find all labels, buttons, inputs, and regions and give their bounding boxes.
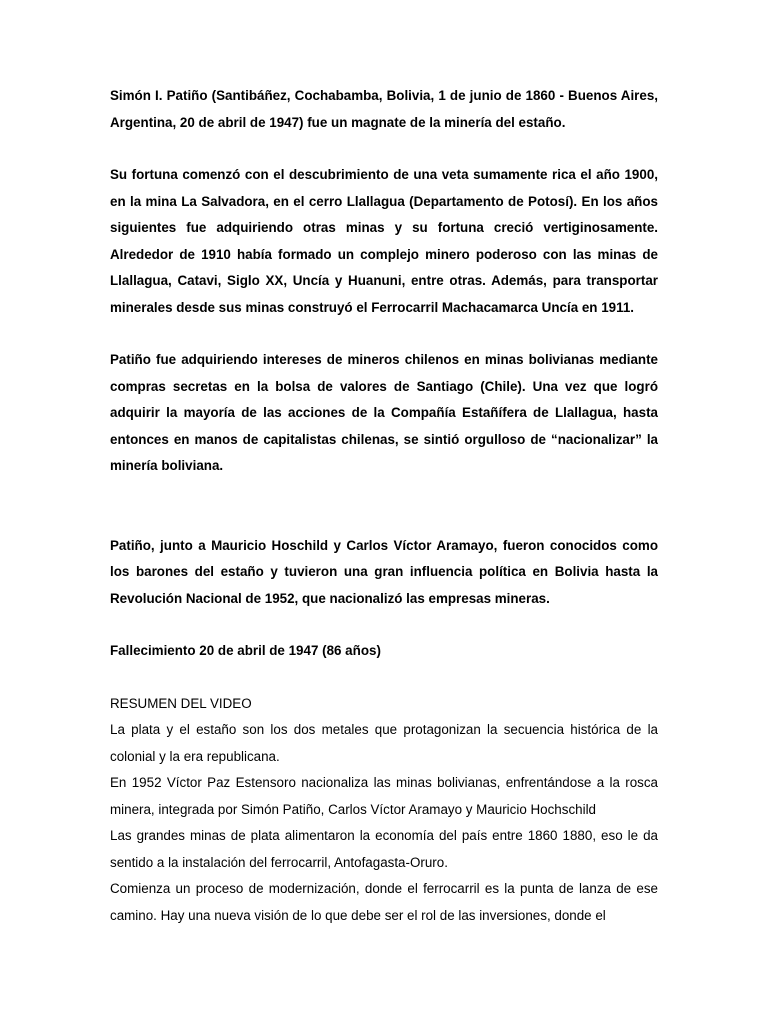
document-page — [110, 83, 658, 929]
summary-paragraph-4: Comienza un proceso de modernización, donde el ferrocarril es la punta de lanza de ese camino. Hay una nueva visión de lo que debe ser el rol de las inversiones, donde el — [110, 881, 658, 923]
summary-paragraph-2: En 1952 Víctor Paz Estensoro nacionaliza las minas bolivianas, enfrentándose a la rosca minera, integrada por Simón Patiño, Carlos Víctor Aramayo y Mauricio Hochschild — [110, 775, 658, 817]
paragraph-tin-barons: Patiño, junto a Mauricio Hoschild y Carlos Víctor Aramayo, fueron conocidos como los barones del estaño y tuvieron una gran influencia política en Bolivia hasta la Revolución Nacional de 1952, que nacionalizó las empresas mineras. — [110, 537, 658, 606]
summary-paragraph-1: La plata y el estaño son los dos metales que protagonizan la secuencia histórica de la colonial y la era republicana. — [110, 722, 658, 764]
paragraph-chilean-interests: Patiño fue adquiriendo intereses de mineros chilenos en minas bolivianas mediante compras secretas en la bolsa de valores de Santiago (Chile). Una vez que logró adquirir la mayoría de las acciones de la Compañía Estañífera de Llallagua, hasta entonces en manos de capitalistas chilenas, se sintió orgulloso de “nacionalizar” la minería boliviana. — [110, 352, 658, 473]
paragraph-fortune: Su fortuna comenzó con el descubrimiento de una veta sumamente rica el año 1900, en la mina La Salvadora, en el cerro Llallagua (Departamento de Potosí). En los años siguientes fue adquiriendo otras minas y su fortuna creció vertiginosamente. Alrededor de 1910 había formado un complejo minero poderoso con las minas de Llallagua, Catavi, Siglo XX, Uncía y Huanuni, entre otras. Además, para transportar minerales desde sus minas construyó el Ferrocarril Machacamarca Uncía en 1911. — [110, 167, 658, 315]
paragraph-death: Fallecimiento 20 de abril de 1947 (86 años) — [110, 643, 381, 658]
paragraph-intro: Simón I. Patiño (Santibáñez, Cochabamba, Bolivia, 1 de junio de 1860 - Buenos Aires, Argentina, 20 de abril de 1947) fue un magnate de la minería del estaño. — [110, 88, 658, 130]
summary-heading: RESUMEN DEL VIDEO — [110, 695, 252, 711]
summary-paragraph-3: Las grandes minas de plata alimentaron la economía del país entre 1860 1880, eso le da sentido a la instalación del ferrocarril, Antofagasta-Oruro. — [110, 828, 658, 870]
